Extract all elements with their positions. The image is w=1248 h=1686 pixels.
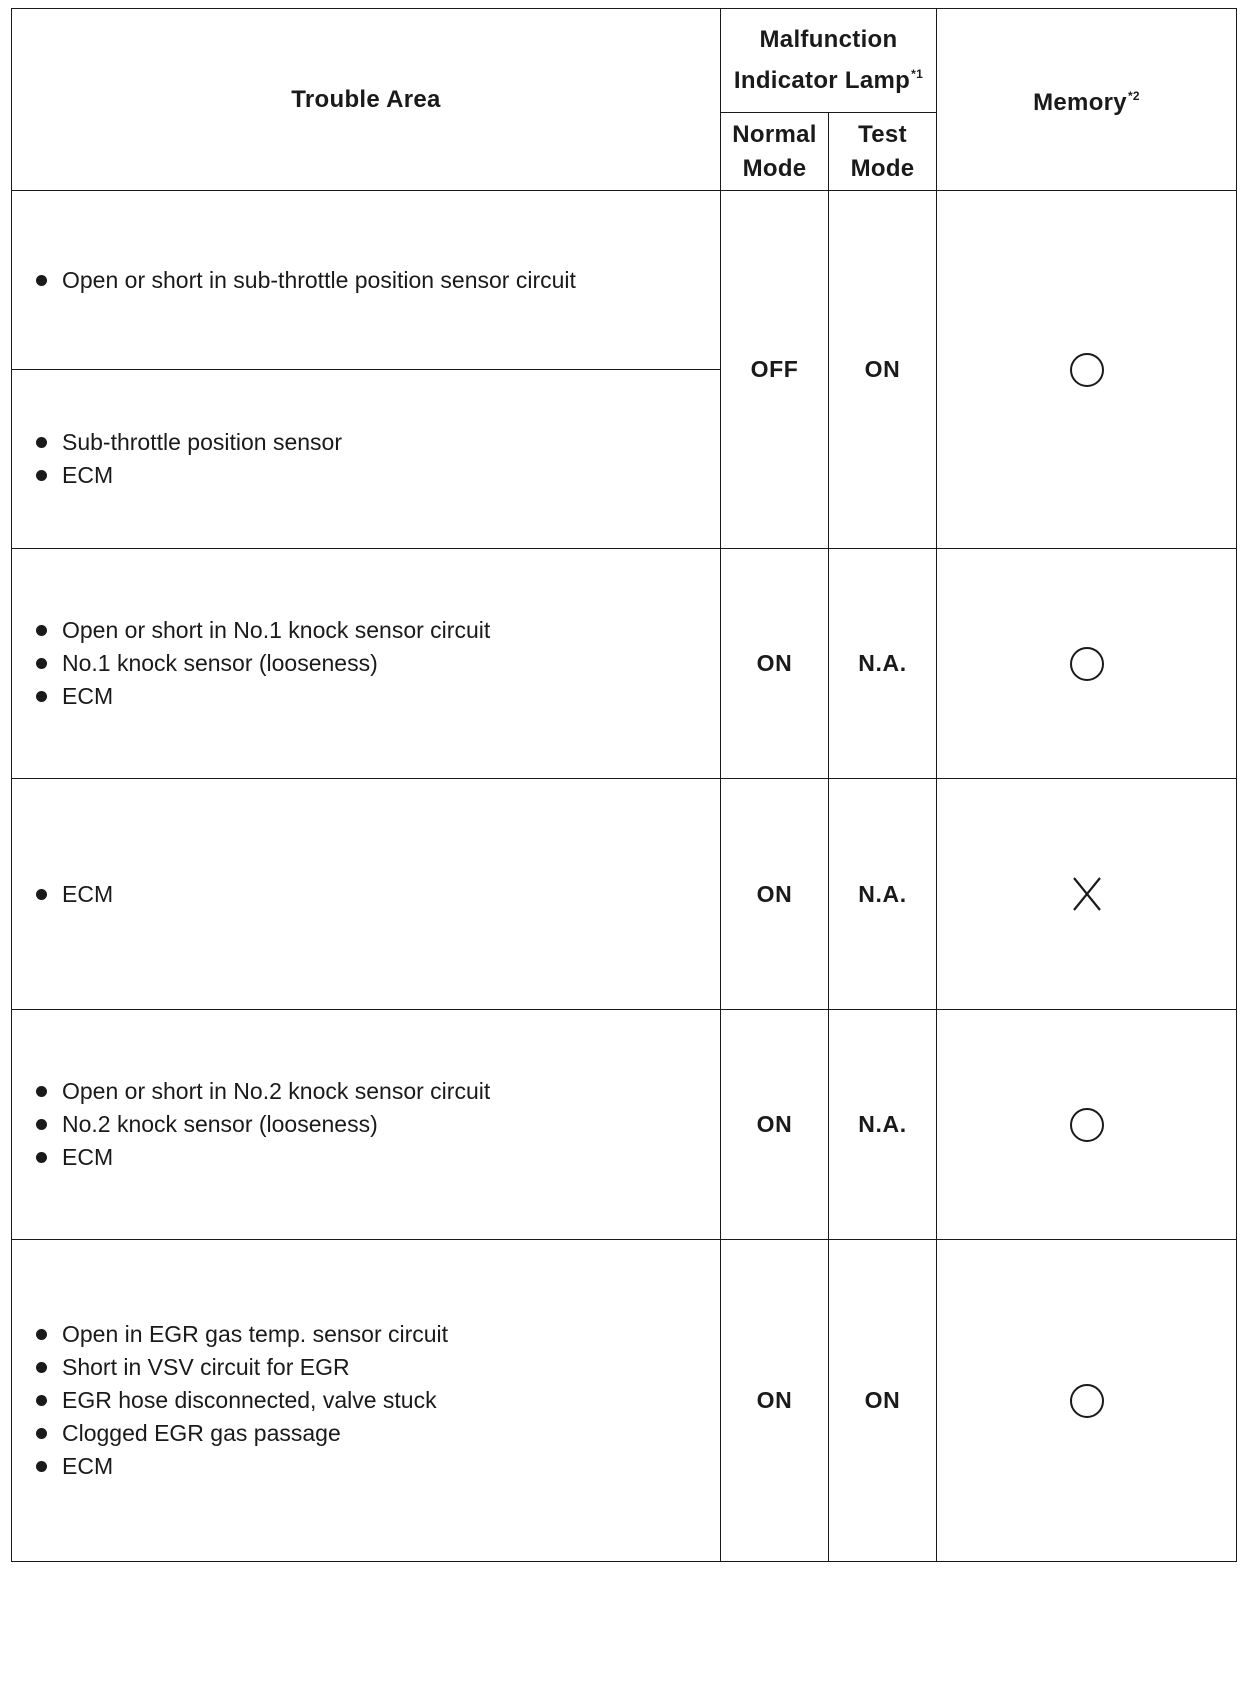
- row-5-normal: ON: [721, 1240, 829, 1562]
- row-2-area: [12, 549, 721, 779]
- header-trouble-area: Trouble Area: [12, 9, 721, 191]
- header-mil: Malfunction Indicator Lamp$^{*1}$: [721, 9, 937, 113]
- list-item: EGR hose disconnected, valve stuck: [34, 1384, 720, 1417]
- row-2-normal: ON: [721, 549, 829, 779]
- trouble-table: [11, 8, 1237, 1562]
- circle-icon: [1068, 1382, 1106, 1420]
- row-1-normal: OFF: [721, 191, 829, 549]
- row-4-memory: [937, 1010, 1237, 1240]
- row-2-memory: [937, 549, 1237, 779]
- circle-icon: [1068, 645, 1106, 683]
- list-item: No.2 knock sensor (looseness): [34, 1108, 720, 1141]
- list-item: No.1 knock sensor (looseness): [34, 647, 720, 680]
- row-4-test: N.A.: [829, 1010, 937, 1240]
- header-memory: Memory$^{*2}$: [937, 9, 1237, 191]
- row-3-memory: [937, 779, 1237, 1010]
- row-2-test: N.A.: [829, 549, 937, 779]
- row-5-test: ON: [829, 1240, 937, 1562]
- list-item: Open or short in No.2 knock sensor circuit: [34, 1075, 720, 1108]
- row-1-memory: [937, 191, 1237, 549]
- list-item: ECM: [34, 1141, 720, 1174]
- header-normal-mode: Normal Mode: [721, 113, 829, 191]
- row-5-memory: [937, 1240, 1237, 1562]
- list-item: Clogged EGR gas passage: [34, 1417, 720, 1450]
- list-item: Short in VSV circuit for EGR: [34, 1351, 720, 1384]
- row-3-area: [12, 779, 721, 1010]
- cross-icon: [1069, 875, 1105, 913]
- circle-icon: [1068, 351, 1106, 389]
- row-3-test: N.A.: [829, 779, 937, 1010]
- list-item: Open or short in sub-throttle position sensor circuit: [34, 264, 720, 297]
- circle-icon: [1068, 1106, 1106, 1144]
- row-1-test: ON: [829, 191, 937, 549]
- row-1-area-bottom: [12, 370, 721, 549]
- list-item: ECM: [34, 459, 720, 492]
- list-item: ECM: [34, 680, 720, 713]
- list-item: ECM: [34, 878, 720, 911]
- row-4-area: [12, 1010, 721, 1240]
- row-5-area: [12, 1240, 721, 1562]
- row-4-normal: ON: [721, 1010, 829, 1240]
- row-3-normal: ON: [721, 779, 829, 1010]
- list-item: Sub-throttle position sensor: [34, 426, 720, 459]
- list-item: Open in EGR gas temp. sensor circuit: [34, 1318, 720, 1351]
- list-item: Open or short in No.1 knock sensor circuit: [34, 614, 720, 647]
- list-item: ECM: [34, 1450, 720, 1483]
- header-test-mode: Test Mode: [829, 113, 937, 191]
- row-1-area-top: [12, 191, 721, 370]
